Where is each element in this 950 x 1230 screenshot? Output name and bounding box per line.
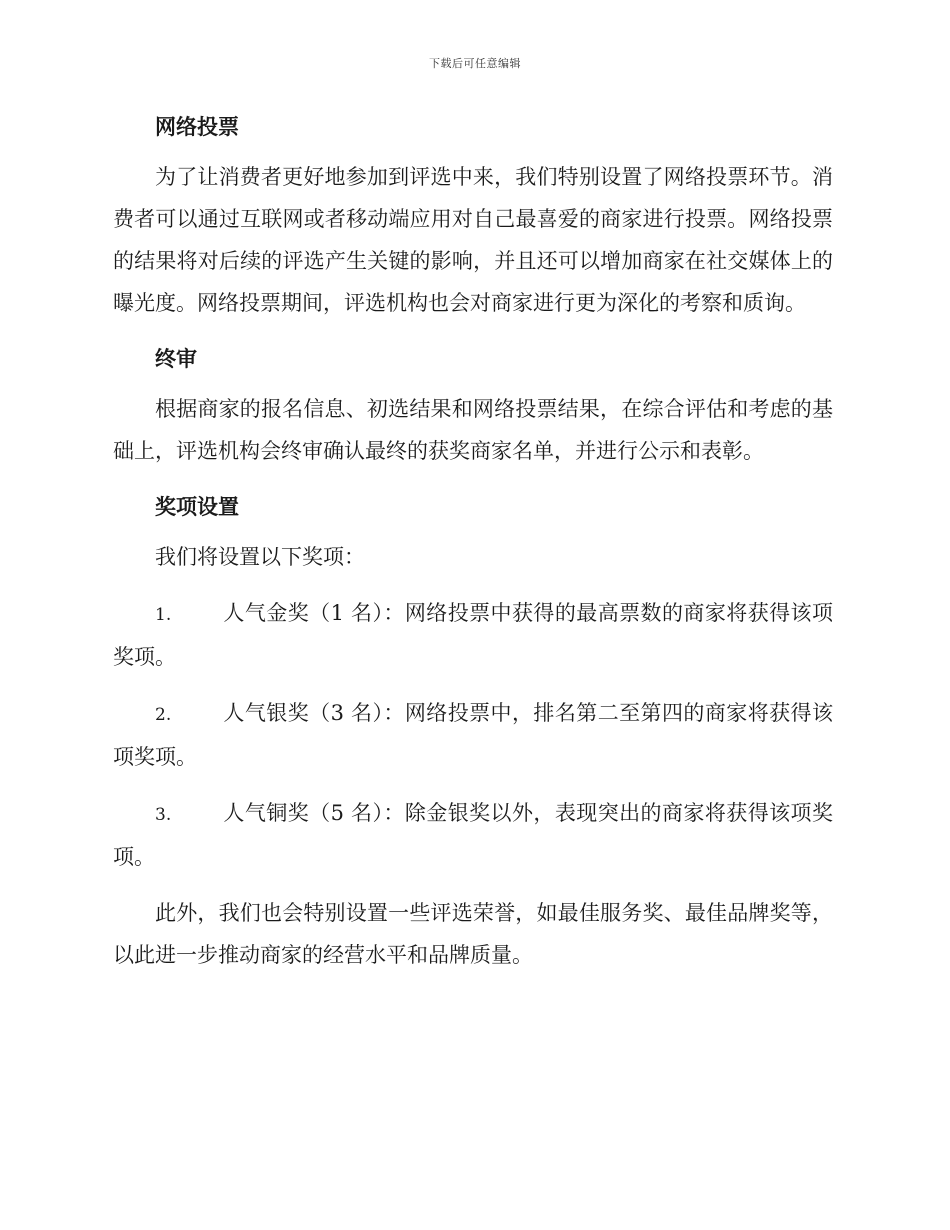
section-heading-voting: 网络投票 [155,114,239,139]
paragraph-closing: 此外，我们也会特别设置一些评选荣誉，如最佳服务奖、最佳品牌奖等，以此进一步推动商家的经营水平和品牌质量。 [113,901,833,967]
list-item-text: 人气金奖（1 名）：网络投票中获得的最高票数的商家将获得该项奖项。 [113,601,833,669]
list-item-text: 人气铜奖（5 名）：除金银奖以外，表现突出的商家将获得该项奖项。 [113,801,833,869]
list-item [113,592,833,678]
paragraph-awards-intro: 我们将设置以下奖项： [155,545,365,569]
list-item-number: 2. [155,705,172,725]
paragraph-voting: 为了让消费者更好地参加到评选中来，我们特别设置了网络投票环节。消费者可以通过互联网或者移动端应用对自己最喜爱的商家进行投票。网络投票的结果将对后续的评选产生关键的影响，并且还可以增加商家在社交媒体上的曝光度。网络投票期间，评选机构也会对商家进行更为深化的考察和质询。 [113,165,833,315]
list-item-text: 人气银奖（3 名）：网络投票中，排名第二至第四的商家将获得该项奖项。 [113,701,833,769]
paragraph-final: 根据商家的报名信息、初选结果和网络投票结果，在综合评估和考虑的基础上，评选机构会终审确认最终的获奖商家名单，并进行公示和表彰。 [113,397,833,463]
list-item-number: 3. [155,805,172,825]
section-heading-awards: 奖项设置 [155,494,239,519]
section-heading-final: 终审 [155,346,197,371]
list-item-number: 1. [155,605,172,625]
list-item [113,692,833,778]
list-item [113,792,833,878]
header-note: 下载后可任意编辑 [429,57,521,70]
document-content [113,108,833,976]
